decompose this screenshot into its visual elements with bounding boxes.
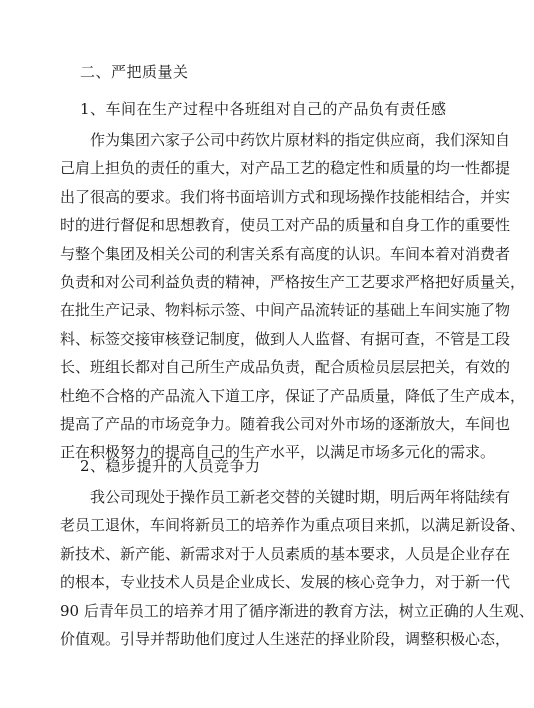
paragraph-quality (60, 126, 526, 467)
paragraph-line: 杜绝不合格的产品流入下道工序，保证了产品质量，降低了生产成本， (60, 386, 526, 405)
paragraph-staff (60, 483, 534, 653)
paragraph-line: 价值观。引导并帮助他们度过人生迷茫的择业阶段，调整积极心态， (60, 629, 511, 648)
paragraph-line: 在批生产记录、物料标示签、中间产品流转证的基础上车间实施了物 (60, 301, 511, 320)
paragraph-line: 己肩上担负的责任的重大，对产品工艺的稳定性和质量的均一性都提 (60, 159, 511, 178)
paragraph-line: 长、班组长都对自己所生产成品负责，配合质检员层层把关，有效的 (60, 358, 511, 377)
paragraph-line: 与整个集团及相关公司的利害关系有高度的认识。车间本着对消费者 (60, 244, 511, 263)
section-title: 二、严把质量关 (80, 63, 189, 81)
paragraph-line: 负责和对公司利益负责的精神，严格按生产工艺要求严格把好质量关， (60, 272, 526, 291)
paragraph-line: 的根本，专业技术人员是企业成长、发展的核心竞争力，对于新一代 (60, 573, 511, 592)
paragraph-line: 时的进行督促和思想教育，使员工对产品的质量和自身工作的重要性 (60, 216, 511, 235)
paragraph-line: 提高了产品的市场竞争力。随着我公司对外市场的逐渐放大，车间也 (60, 414, 511, 433)
subsection-title-staff: 2、稳步提升的人员竞争力 (80, 457, 261, 475)
paragraph-line: 我公司现处于操作员工新老交替的关键时期，明后两年将陆续有 (90, 488, 511, 506)
paragraph-line: 90 后青年员工的培养才用了循序渐进的教育方法，树立正确的人生观、 (60, 601, 534, 620)
subsection-title-quality: 1、车间在生产过程中各班组对自己的产品负有责任感 (80, 100, 447, 118)
paragraph-line: 正在积极努力的提高自己的生产水平，以满足市场多元化的需求。 (60, 443, 496, 462)
paragraph-line: 老员工退休，车间将新员工的培养作为重点项目来抓，以满足新设备、 (60, 516, 526, 535)
paragraph-line: 出了很高的要求。我们将书面培训方式和现场操作技能相结合，并实 (60, 187, 511, 206)
paragraph-line: 新技术、新产能、新需求对于人员素质的基本要求，人员是企业存在 (60, 544, 511, 563)
paragraph-line: 料、标签交接审核登记制度，做到人人监督、有据可查，不管是工段 (60, 329, 511, 348)
paragraph-line: 作为集团六家子公司中药饮片原材料的指定供应商，我们深知自 (90, 131, 511, 149)
